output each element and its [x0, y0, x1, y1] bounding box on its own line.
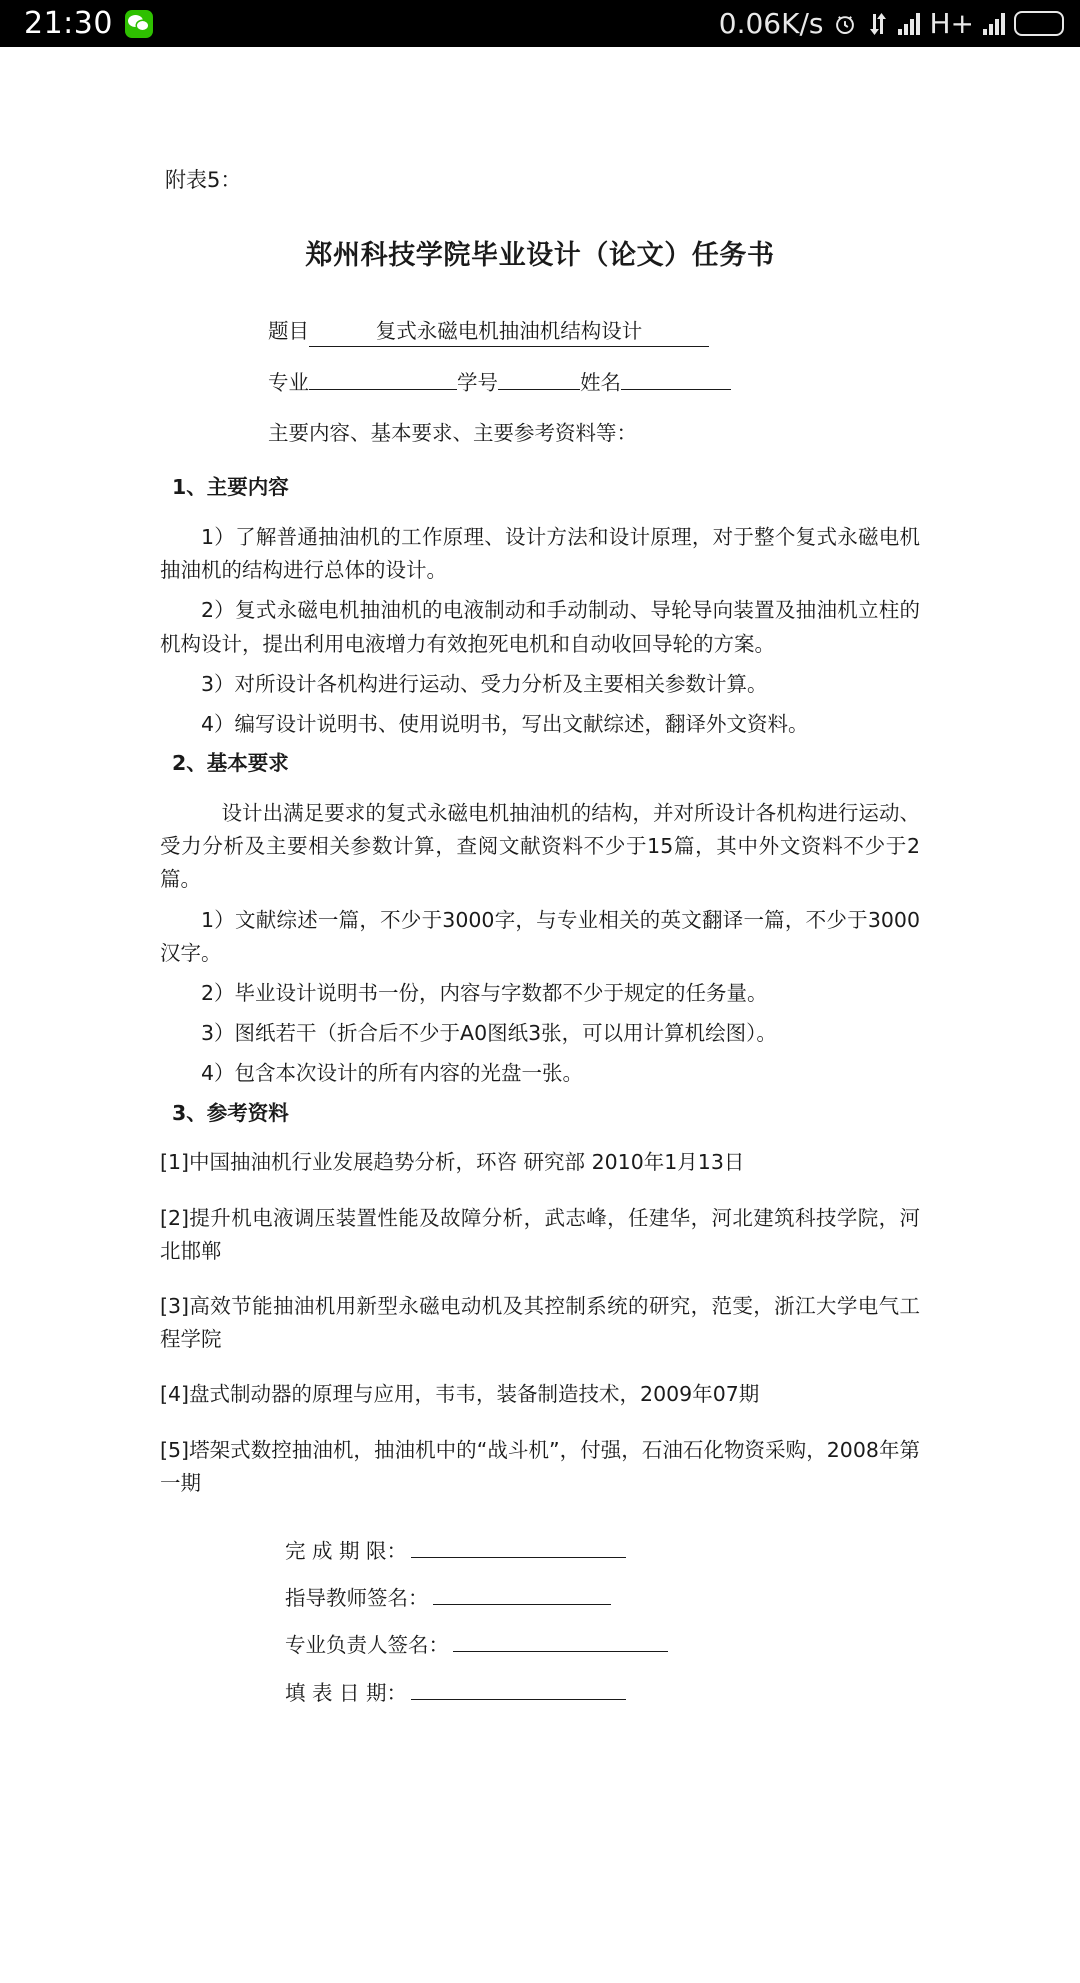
reference-item: [2]提升机电液调压装置性能及故障分析，武志峰，任建华，河北建筑科技学院，河北邯郸	[160, 1205, 920, 1263]
signature-value[interactable]	[411, 1534, 626, 1558]
page-title: 郑州科技学院毕业设计（论文）任务书	[305, 239, 775, 271]
section-title-3: 参考资料	[206, 1100, 289, 1125]
signature-row-advisor	[285, 1581, 920, 1614]
lead-line: 主要内容、基本要求、主要参考资料等：	[268, 420, 637, 445]
paragraph: 4）编写设计说明书、使用说明书，写出文献综述，翻译外文资料。	[201, 712, 809, 737]
network-speed-label: 0.06K/s	[718, 6, 824, 40]
section-title-2: 基本要求	[206, 751, 289, 776]
alarm-clock-icon	[832, 11, 858, 37]
battery-icon	[1014, 11, 1064, 36]
paragraph: 3）图纸若干（折合后不少于A0图纸3张，可以用计算机绘图）。	[201, 1021, 777, 1046]
document-body	[160, 165, 920, 1983]
student-id-label: 学号	[457, 370, 498, 395]
section-heading-2	[172, 748, 920, 779]
paragraph: 1）了解普通抽油机的工作原理、设计方法和设计原理，对于整个复式永磁电机抽油机的结构进行总体的设计。	[160, 525, 920, 583]
major-value[interactable]	[309, 366, 457, 390]
signature-label: 指导教师签名：	[285, 1585, 429, 1610]
signature-row-major-head	[285, 1629, 920, 1662]
document-page	[0, 47, 1080, 1983]
data-transfer-arrows-icon	[867, 11, 889, 37]
section-separator-3: 、	[186, 1100, 207, 1125]
signature-row-fill-date	[285, 1676, 920, 1709]
student-id-value[interactable]	[498, 366, 580, 390]
student-field-row	[268, 366, 920, 398]
reference-item: [5]塔架式数控抽油机，抽油机中的“战斗机”，付强，石油石化物资采购，2008年第一期	[160, 1437, 920, 1495]
section-heading-1	[172, 472, 920, 503]
section-title-1: 主要内容	[206, 475, 289, 500]
subject-label: 题目	[268, 318, 309, 343]
subject-value[interactable]: 复式永磁电机抽油机结构设计	[309, 316, 709, 348]
section-separator-1: 、	[186, 475, 207, 500]
signature-row-completion-deadline	[285, 1534, 920, 1567]
page-bottom-spacer	[160, 1723, 920, 1983]
name-value[interactable]	[621, 366, 731, 390]
status-clock: 21:30	[24, 5, 113, 41]
status-bar	[0, 0, 1080, 47]
name-label: 姓名	[580, 370, 621, 395]
signal-bars-icon-1	[898, 13, 920, 35]
section-number-2: 2	[172, 751, 187, 776]
reference-item: [1]中国抽油机行业发展趋势分析，环咨 研究部 2010年1月13日	[160, 1150, 745, 1175]
network-type-label: H+	[929, 6, 974, 40]
paragraph: 2）毕业设计说明书一份，内容与字数都不少于规定的任务量。	[201, 981, 768, 1006]
signal-bars-icon-2	[983, 13, 1005, 35]
paragraph: 4）包含本次设计的所有内容的光盘一张。	[201, 1061, 584, 1086]
attachment-label: 附表5：	[165, 168, 242, 192]
major-label: 专业	[268, 370, 309, 395]
wechat-icon	[125, 10, 153, 38]
paragraph: 3）对所设计各机构进行运动、受力分析及主要相关参数计算。	[201, 671, 768, 696]
section-separator-2: 、	[186, 751, 207, 776]
section-number-1: 1	[172, 475, 187, 500]
signature-value[interactable]	[411, 1676, 626, 1700]
signature-label: 完 成 期 限：	[285, 1538, 408, 1563]
reference-item: [3]高效节能抽油机用新型永磁电动机及其控制系统的研究，范雯，浙江大学电气工程学院	[160, 1294, 920, 1352]
section-heading-3	[172, 1098, 920, 1129]
paragraph: 1）文献综述一篇，不少于3000字，与专业相关的英文翻译一篇，不少于3000汉字。	[160, 907, 920, 965]
paragraph: 2）复式永磁电机抽油机的电液制动和手动制动、导轮导向装置及抽油机立柱的机构设计，提出利用电液增力有效抱死电机和自动收回导轮的方案。	[160, 598, 920, 656]
reference-item: [4]盘式制动器的原理与应用，韦韦，装备制造技术，2009年07期	[160, 1382, 760, 1407]
signature-label: 专业负责人签名：	[285, 1633, 449, 1658]
status-bar-left	[24, 5, 153, 41]
signature-block	[160, 1534, 920, 1709]
signature-value[interactable]	[453, 1629, 668, 1653]
section-number-3: 3	[172, 1100, 187, 1125]
signature-value[interactable]	[433, 1581, 611, 1605]
paragraph: 设计出满足要求的复式永磁电机抽油机的结构，并对所设计各机构进行运动、受力分析及主要相关参数计算，查阅文献资料不少于15篇，其中外文资料不少于2篇。	[160, 801, 920, 892]
status-bar-right	[718, 6, 1064, 40]
signature-label: 填 表 日 期：	[285, 1680, 408, 1705]
subject-field-row	[268, 316, 920, 348]
